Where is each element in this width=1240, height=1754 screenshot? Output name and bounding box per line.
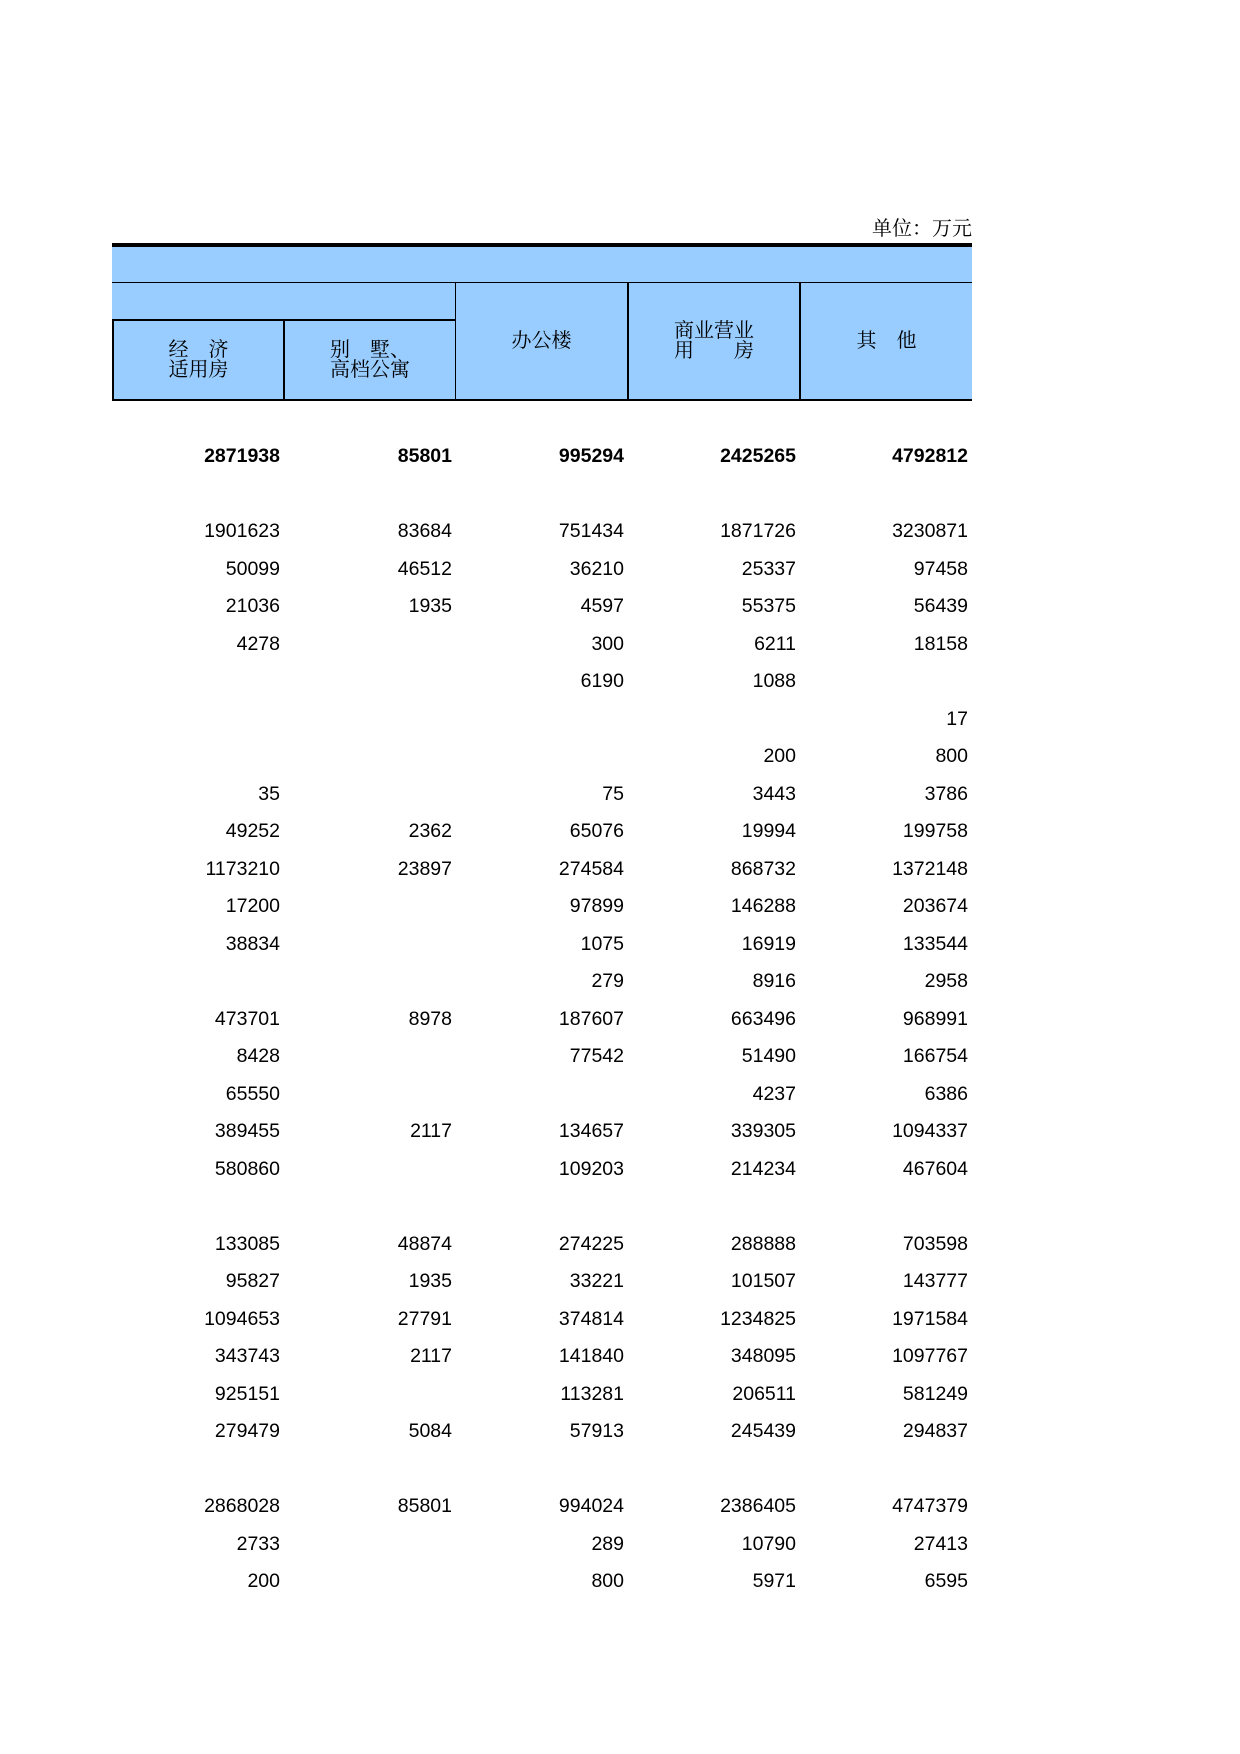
table-cell: 245439 bbox=[730, 1420, 796, 1442]
group-spacer bbox=[112, 1188, 972, 1226]
table-cell: 2871938 bbox=[204, 445, 280, 467]
table-cell: 146288 bbox=[730, 895, 796, 917]
table-cell: 289 bbox=[591, 1532, 624, 1555]
table-cell: 868732 bbox=[730, 857, 796, 880]
table-cell: 206511 bbox=[732, 1382, 796, 1405]
table-cell: 751434 bbox=[558, 520, 624, 542]
table-cell: 17200 bbox=[225, 895, 280, 917]
table-cell: 343743 bbox=[214, 1345, 280, 1367]
table-cell: 968991 bbox=[902, 1007, 968, 1030]
table-row bbox=[112, 813, 972, 851]
table-row bbox=[112, 1076, 972, 1114]
table-cell: 134657 bbox=[558, 1120, 624, 1142]
table-cell: 21036 bbox=[225, 595, 280, 617]
table-cell: 50099 bbox=[225, 557, 280, 580]
table-cell: 203674 bbox=[902, 895, 968, 917]
table-cell: 581249 bbox=[902, 1382, 968, 1405]
table-row bbox=[112, 738, 972, 776]
table-cell: 995294 bbox=[558, 445, 624, 467]
table-cell: 1173210 bbox=[205, 857, 280, 880]
table-cell: 166754 bbox=[902, 1045, 968, 1067]
table-row bbox=[112, 1001, 972, 1039]
table-cell: 49252 bbox=[225, 820, 280, 842]
table-cell: 925151 bbox=[214, 1382, 280, 1405]
table-row bbox=[112, 1113, 972, 1151]
table-cell: 95827 bbox=[225, 1270, 280, 1292]
table-cell: 133085 bbox=[214, 1232, 280, 1255]
table-cell: 2117 bbox=[410, 1345, 452, 1367]
table-cell: 85801 bbox=[397, 445, 452, 467]
table-cell: 141840 bbox=[558, 1345, 624, 1367]
column-header-commercial: 商业营业 用 房 bbox=[674, 320, 754, 362]
table-cell: 467604 bbox=[902, 1157, 968, 1180]
table-cell: 1871726 bbox=[720, 520, 796, 542]
table-cell: 25337 bbox=[741, 557, 796, 580]
table-cell: 23897 bbox=[397, 857, 452, 880]
table-cell: 33221 bbox=[569, 1270, 624, 1292]
table-row bbox=[112, 1413, 972, 1451]
table-cell: 2425265 bbox=[720, 445, 796, 467]
table-row bbox=[112, 701, 972, 739]
table-cell: 113281 bbox=[560, 1382, 624, 1405]
table-cell: 8428 bbox=[236, 1045, 280, 1067]
table-body bbox=[112, 438, 972, 1601]
table-row bbox=[112, 851, 972, 889]
table-cell: 800 bbox=[591, 1570, 624, 1592]
table-cell: 65076 bbox=[569, 820, 624, 842]
table-row bbox=[112, 513, 972, 551]
table-cell: 35 bbox=[258, 782, 280, 805]
table-cell: 6386 bbox=[924, 1082, 968, 1105]
table-cell: 2733 bbox=[236, 1532, 280, 1555]
table-cell: 4747379 bbox=[892, 1495, 968, 1517]
table-row bbox=[112, 1526, 972, 1564]
table-cell: 51490 bbox=[741, 1045, 796, 1067]
table-cell: 294837 bbox=[902, 1420, 968, 1442]
table-cell: 1088 bbox=[752, 670, 796, 692]
table-cell: 85801 bbox=[397, 1495, 452, 1517]
table-cell: 65550 bbox=[225, 1082, 280, 1105]
table-cell: 348095 bbox=[730, 1345, 796, 1367]
table-cell: 1234825 bbox=[720, 1307, 796, 1330]
table-cell: 1075 bbox=[580, 932, 624, 955]
table-cell: 473701 bbox=[214, 1007, 280, 1030]
table-row bbox=[112, 963, 972, 1001]
table-cell: 83684 bbox=[397, 520, 452, 542]
table-cell: 703598 bbox=[902, 1232, 968, 1255]
table-row bbox=[112, 1301, 972, 1339]
column-header-office: 办公楼 bbox=[511, 330, 572, 352]
table-row bbox=[112, 551, 972, 589]
table-cell: 48874 bbox=[397, 1232, 452, 1255]
table-cell: 1097767 bbox=[892, 1345, 968, 1367]
table-cell: 27413 bbox=[913, 1532, 968, 1555]
table-row bbox=[112, 626, 972, 664]
table-cell: 279 bbox=[591, 970, 624, 992]
table-cell: 274584 bbox=[558, 857, 624, 880]
table-cell: 663496 bbox=[730, 1007, 796, 1030]
table-row bbox=[112, 663, 972, 701]
unit-label: 单位：万元 bbox=[872, 218, 972, 240]
column-header-economic-housing: 经 济 适用房 bbox=[168, 339, 229, 381]
table-row bbox=[112, 1488, 972, 1526]
group-spacer bbox=[112, 476, 972, 514]
column-header-villas-apartments: 别 墅、 高档公寓 bbox=[330, 339, 410, 381]
table-cell: 1935 bbox=[408, 1270, 452, 1292]
table-cell: 3443 bbox=[752, 782, 796, 805]
table-cell: 288888 bbox=[730, 1232, 796, 1255]
table-cell: 5971 bbox=[752, 1570, 796, 1592]
table-cell: 57913 bbox=[569, 1420, 624, 1442]
table-cell: 8916 bbox=[752, 970, 796, 992]
table-cell: 279479 bbox=[214, 1420, 280, 1442]
table-cell: 2868028 bbox=[204, 1495, 280, 1517]
table-cell: 4237 bbox=[752, 1082, 796, 1105]
table-cell: 55375 bbox=[741, 595, 796, 617]
table-cell: 56439 bbox=[913, 595, 968, 617]
table-cell: 6211 bbox=[754, 632, 796, 655]
table-cell: 2362 bbox=[408, 820, 452, 842]
table-cell: 6595 bbox=[924, 1570, 968, 1592]
column-header-other: 其 他 bbox=[856, 330, 917, 352]
table-cell: 274225 bbox=[558, 1232, 624, 1255]
table-cell: 17 bbox=[946, 707, 968, 730]
table-cell: 97458 bbox=[913, 557, 968, 580]
table-cell: 1971584 bbox=[892, 1307, 968, 1330]
table-cell: 2117 bbox=[410, 1120, 452, 1142]
table-row bbox=[112, 1338, 972, 1376]
table-cell: 200 bbox=[247, 1570, 280, 1592]
table-cell: 6190 bbox=[580, 670, 624, 692]
table-cell: 4278 bbox=[236, 632, 280, 655]
table-row bbox=[112, 926, 972, 964]
table-cell: 97899 bbox=[569, 895, 624, 917]
table-cell: 27791 bbox=[397, 1307, 452, 1330]
table-row bbox=[112, 588, 972, 626]
table-row bbox=[112, 1563, 972, 1601]
table-cell: 374814 bbox=[558, 1307, 624, 1330]
table-cell: 187607 bbox=[558, 1007, 624, 1030]
table-cell: 19994 bbox=[741, 820, 796, 842]
table-cell: 214234 bbox=[730, 1157, 796, 1180]
table-cell: 143777 bbox=[902, 1270, 968, 1292]
table-row bbox=[112, 1151, 972, 1189]
table-cell: 580860 bbox=[214, 1157, 280, 1180]
table-cell: 1372148 bbox=[892, 857, 968, 880]
table-row bbox=[112, 1263, 972, 1301]
table-cell: 1094653 bbox=[204, 1307, 280, 1330]
table-cell: 109203 bbox=[558, 1157, 624, 1180]
table-row bbox=[112, 888, 972, 926]
table-cell: 101507 bbox=[730, 1270, 796, 1292]
table-cell: 389455 bbox=[214, 1120, 280, 1142]
table-cell: 5084 bbox=[408, 1420, 452, 1442]
table-cell: 16919 bbox=[741, 932, 796, 955]
table-cell: 36210 bbox=[569, 557, 624, 580]
table-cell: 133544 bbox=[902, 932, 968, 955]
table-cell: 8978 bbox=[408, 1007, 452, 1030]
table-row bbox=[112, 1376, 972, 1414]
table-row bbox=[112, 776, 972, 814]
table-cell: 3786 bbox=[924, 782, 968, 805]
table-cell: 4597 bbox=[580, 595, 624, 617]
group-spacer bbox=[112, 1451, 972, 1489]
table-cell: 1901623 bbox=[204, 520, 280, 542]
table-cell: 2386405 bbox=[720, 1495, 796, 1517]
table-cell: 4792812 bbox=[892, 445, 968, 467]
table-row bbox=[112, 438, 972, 476]
table-row bbox=[112, 1038, 972, 1076]
table-cell: 339305 bbox=[730, 1120, 796, 1142]
header-divider bbox=[112, 399, 972, 401]
table-header bbox=[112, 247, 972, 401]
table-cell: 300 bbox=[591, 632, 624, 655]
table-cell: 75 bbox=[602, 782, 624, 805]
table-cell: 10790 bbox=[741, 1532, 796, 1555]
table-cell: 200 bbox=[763, 745, 796, 767]
table-cell: 1935 bbox=[408, 595, 452, 617]
table-cell: 199758 bbox=[902, 820, 968, 842]
table-cell: 1094337 bbox=[892, 1120, 968, 1142]
table-cell: 46512 bbox=[397, 557, 452, 580]
table-cell: 994024 bbox=[558, 1495, 624, 1517]
table-cell: 800 bbox=[935, 745, 968, 767]
table-cell: 3230871 bbox=[892, 520, 968, 542]
table-row bbox=[112, 1226, 972, 1264]
table-cell: 2958 bbox=[924, 970, 968, 992]
table-cell: 18158 bbox=[913, 632, 968, 655]
table-cell: 77542 bbox=[569, 1045, 624, 1067]
table-cell: 38834 bbox=[225, 932, 280, 955]
